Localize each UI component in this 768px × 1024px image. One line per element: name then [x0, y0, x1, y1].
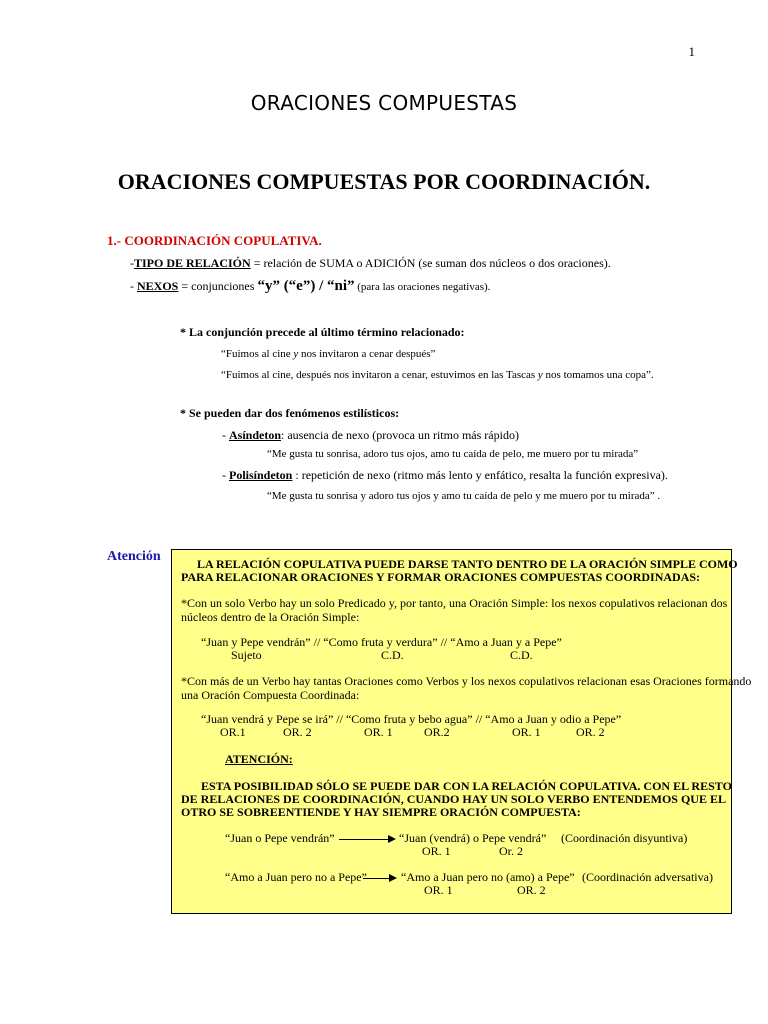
example-2-text-a: “Fuimos al cine, después nos invitaron a cenar, estuvimos en las Tascas — [221, 369, 538, 381]
asindeton-text: : ausencia de nexo (provoca un ritmo más rápido) — [281, 428, 519, 442]
box-disyuntiva-note: (Coordinación disyuntiva) — [561, 831, 688, 845]
page-title: ORACIONES COMPUESTAS — [250, 91, 518, 115]
box-disyuntiva-or-2: Or. 2 — [499, 844, 523, 858]
polisindeton-label: Polisíndeton — [229, 468, 293, 482]
page-number: 1 — [688, 44, 695, 59]
nexos-prefix: - — [130, 279, 137, 293]
asindeton-prefix: - — [222, 428, 229, 442]
nexos-eq: = conjunciones — [178, 279, 258, 293]
box-or-label: OR.1 — [220, 725, 246, 739]
polisindeton-prefix: - — [222, 468, 229, 482]
example-1 — [221, 348, 435, 360]
example-1-text-b: nos invitaron a cenar después” — [298, 348, 436, 360]
example-1-nexo: y — [293, 348, 299, 360]
box-simple-example: “Juan y Pepe vendrán” // “Como fruta y verdura” // “Amo a Juan y a Pepe” — [201, 635, 562, 649]
box-adversativa-left: “Amo a Juan pero no a Pepe” — [225, 870, 367, 884]
nexos-line — [130, 278, 490, 295]
box-or-label: OR. 1 — [364, 725, 393, 739]
box-or-label: OR.2 — [424, 725, 450, 739]
box-compound-line-1: *Con más de un Verbo hay tantas Oraciones como Verbos y los nexos copulativos relacionan esas Oraciones formando — [181, 674, 752, 688]
box-atencion-heading: ATENCIÓN: — [225, 752, 293, 766]
polisindeton-text: : repetición de nexo (ritmo más lento y enfático, resalta la función expresiva). — [292, 468, 668, 482]
nexos-note: (para las oraciones negativas). — [354, 281, 491, 293]
box-simple-cd-2: C.D. — [510, 648, 533, 662]
section-title: ORACIONES COMPUESTAS POR COORDINACIÓN. — [117, 169, 651, 194]
tipo-text: = relación de SUMA o ADICIÓN (se suman dos núcleos o dos oraciones). — [250, 256, 611, 270]
box-intro-line-1: LA RELACIÓN COPULATIVA PUEDE DARSE TANTO DENTRO DE LA ORACIÓN SIMPLE COMO — [197, 557, 738, 571]
tipo-prefix: - — [130, 256, 134, 270]
example-2-text-b: nos tomamos una copa”. — [542, 369, 654, 381]
arrow-icon — [363, 878, 395, 879]
example-1-text-a: “Fuimos al cine — [221, 348, 294, 360]
box-or-label: OR. 2 — [576, 725, 605, 739]
box-compound-example: “Juan vendrá y Pepe se irá” // “Como fruta y bebo agua” // “Amo a Juan y odio a Pepe” — [201, 712, 622, 726]
box-compound-line-2: una Oración Compuesta Coordinada: — [181, 688, 360, 702]
box-adversativa-right: “Amo a Juan pero no (amo) a Pepe” — [401, 870, 575, 884]
box-adversativa-note: (Coordinación adversativa) — [582, 870, 713, 884]
asindeton-line — [222, 428, 519, 443]
asindeton-example: “Me gusta tu sonrisa, adoro tus ojos, amo tu caída de pelo, me muero por tu mirada” — [267, 448, 639, 460]
polisindeton-example: “Me gusta tu sonrisa y adoro tus ojos y amo tu caída de pelo y me muero por tu mirada” . — [267, 490, 661, 502]
atencion-label: Atención — [107, 549, 161, 564]
box-disyuntiva-or-1: OR. 1 — [422, 844, 451, 858]
arrow-icon — [339, 839, 394, 840]
box-simple-line-1: *Con un solo Verbo hay un solo Predicado y, por tanto, una Oración Simple: los nexos copulativos relacionan dos — [181, 596, 728, 610]
box-or-label: OR. 2 — [283, 725, 312, 739]
box-simple-line-2: núcleos dentro de la Oración Simple: — [181, 610, 360, 624]
box-warning-line-3: OTRO SE SOBREENTIENDE Y HAY SIEMPRE ORACIÓN COMPUESTA: — [181, 805, 581, 819]
box-disyuntiva-right: “Juan (vendrá) o Pepe vendrá” — [399, 831, 547, 845]
polisindeton-line — [222, 468, 668, 483]
box-warning-line-2: DE RELACIONES DE COORDINACIÓN, CUANDO HAY UN SOLO VERBO ENTENDEMOS QUE EL — [181, 792, 726, 806]
box-simple-cd-1: C.D. — [381, 648, 404, 662]
box-intro-line-2: PARA RELACIONAR ORACIONES Y FORMAR ORACIONES COMPUESTAS COORDINADAS: — [181, 570, 701, 584]
section-heading: 1.- COORDINACIÓN COPULATIVA. — [107, 233, 322, 248]
box-adversativa-or-2: OR. 2 — [517, 883, 546, 897]
box-simple-sujeto: Sujeto — [231, 648, 262, 662]
asindeton-label: Asíndeton — [229, 428, 282, 442]
rule-fenomenos: * Se pueden dar dos fenómenos estilísticos: — [180, 406, 400, 420]
atencion-box — [171, 549, 752, 914]
tipo-label: TIPO DE RELACIÓN — [134, 256, 251, 270]
box-warning-line-1: ESTA POSIBILIDAD SÓLO SE PUEDE DAR CON LA RELACIÓN COPULATIVA. CON EL RESTO — [201, 779, 732, 793]
example-2-nexo: y — [537, 369, 543, 381]
tipo-relacion-line — [130, 256, 611, 271]
nexos-conjunctions: “y” (“e”) / “ni” — [257, 278, 355, 294]
rule-conjuncion: * La conjunción precede al último término relacionado: — [180, 325, 465, 339]
box-or-label: OR. 1 — [512, 725, 541, 739]
box-adversativa-or-1: OR. 1 — [424, 883, 453, 897]
box-disyuntiva-left: “Juan o Pepe vendrán” — [225, 831, 335, 845]
nexos-label: NEXOS — [137, 279, 179, 293]
example-2 — [221, 369, 654, 381]
